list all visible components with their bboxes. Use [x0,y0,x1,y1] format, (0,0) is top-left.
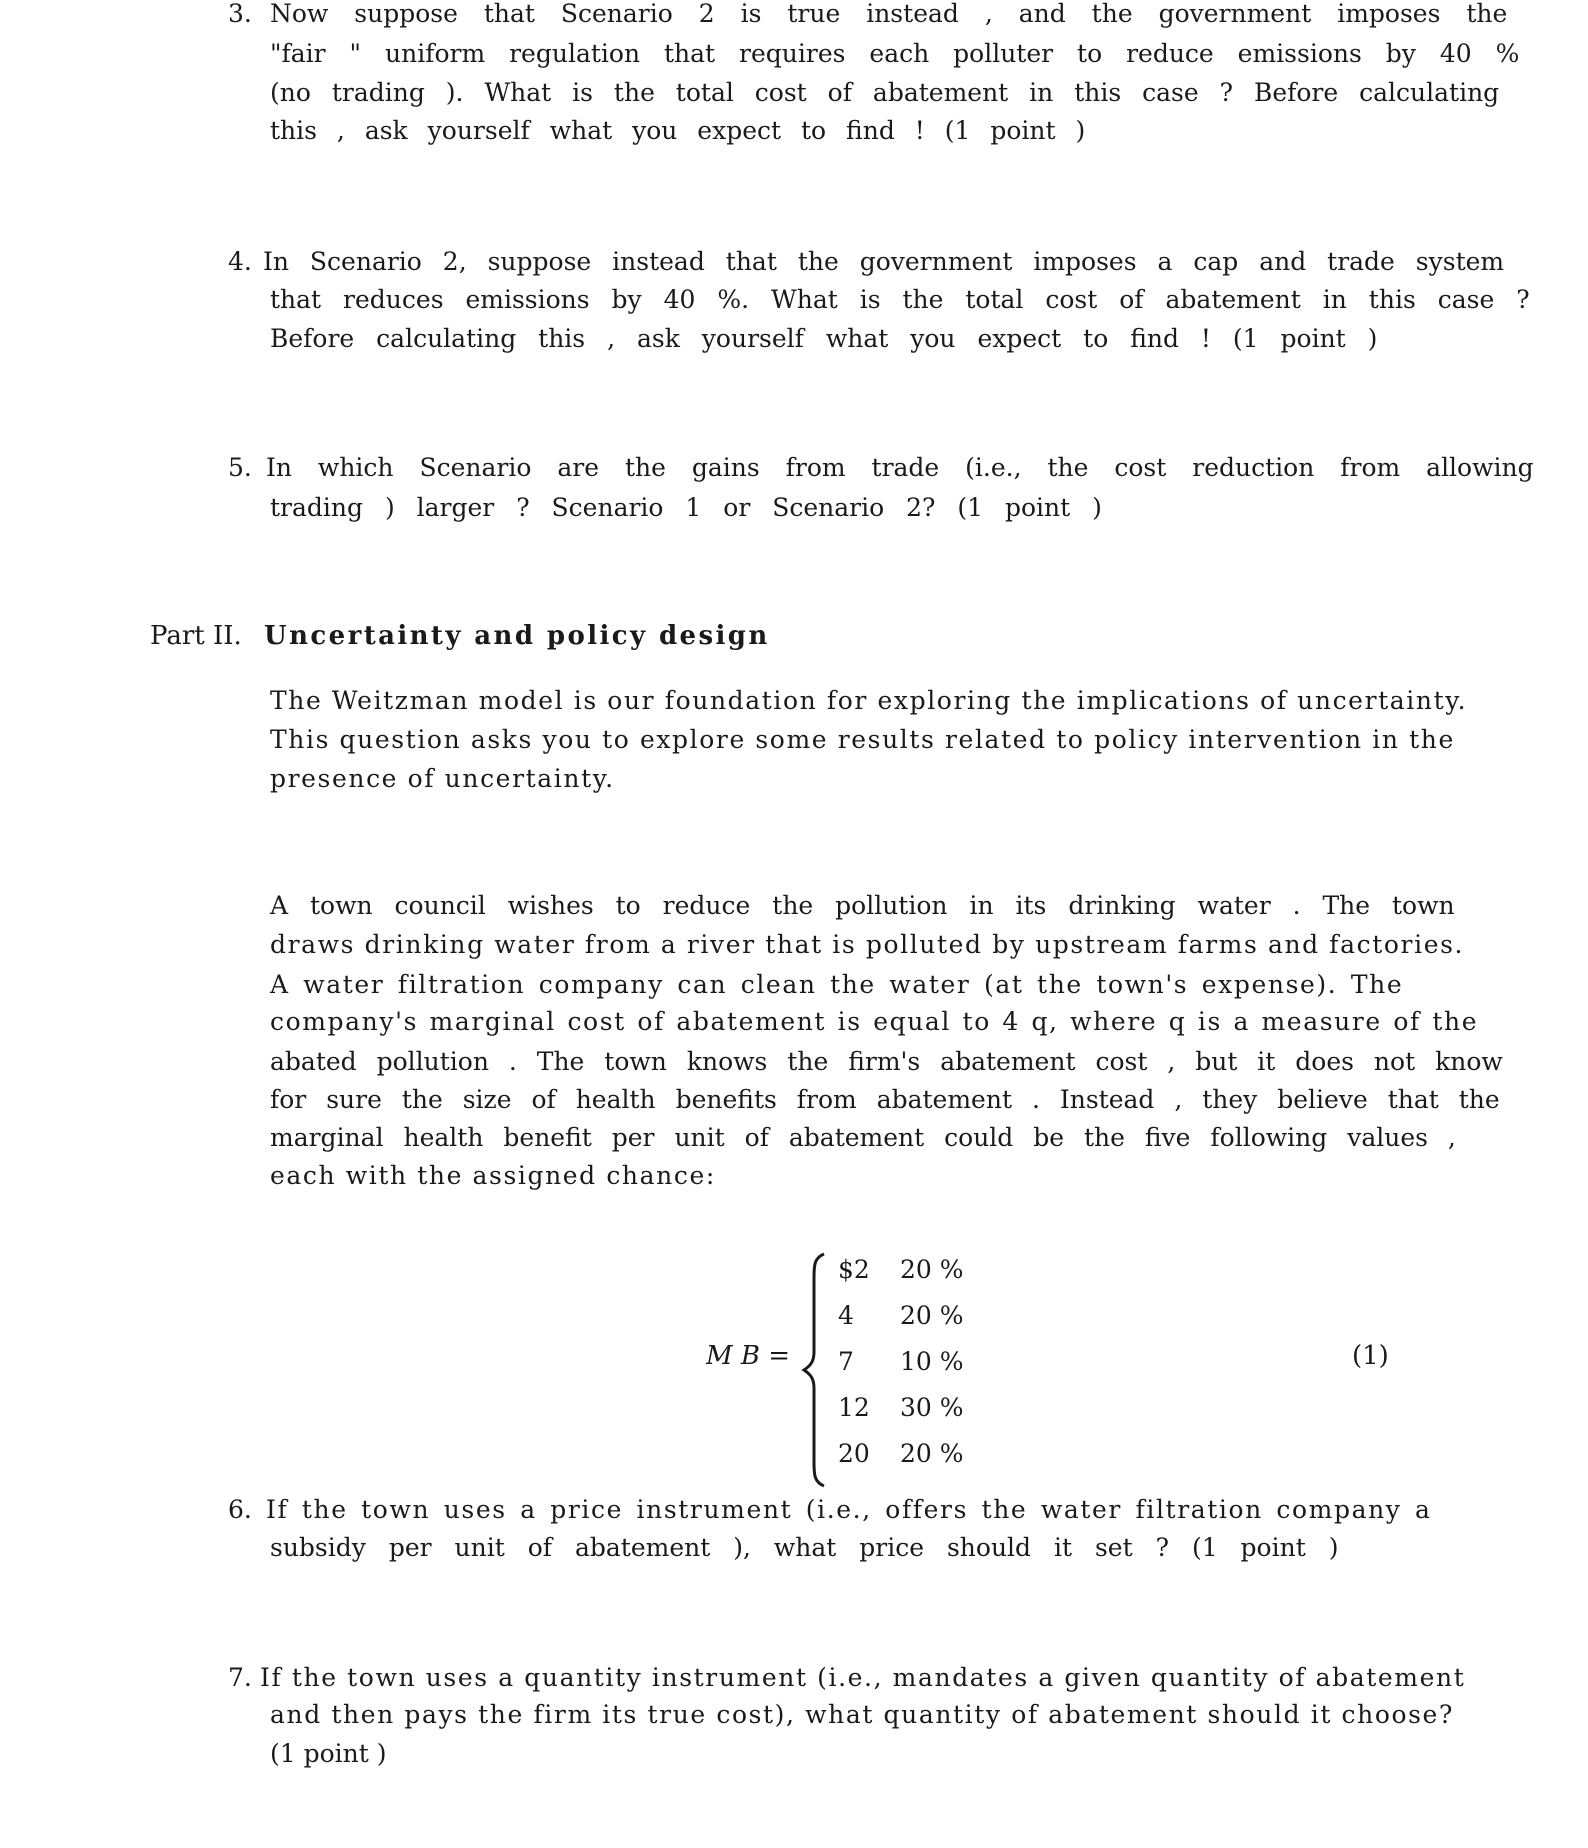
q5-number: 5. [228,453,252,482]
scenario-line-1: A town council wishes to reduce the pollution in its drinking water . The town [270,891,1455,920]
scenario-line-2: draws drinking water from a river that is polluted by upstream farms and factories. [270,930,1465,959]
q3-number: 3. [228,0,252,28]
equation-lhs: M B = [706,1341,791,1371]
scenario-line-7: marginal health benefit per unit of abatement could be the five following values , [270,1123,1456,1152]
q4-line-2: that reduces emissions by 40 %. What is the total cost of abatement in this case ? [270,285,1530,314]
part-2-heading [150,618,770,654]
q5-line-2: trading ) larger ? Scenario 1 or Scenario 2? (1 point ) [270,493,1102,522]
q6-number: 6. [228,1495,252,1524]
scenario-line-5: abated pollution . The town knows the firm's abatement cost , but it does not know [270,1047,1503,1076]
mb-value: 4 [838,1300,854,1330]
q5-line-1: In which Scenario are the gains from trade (i.e., the cost reduction from allowing [266,453,1534,482]
mb-chance: 20 % [900,1300,964,1330]
mb-chance: 20 % [900,1438,964,1468]
mb-value: 7 [838,1346,854,1376]
intro-line-3: presence of uncertainty. [270,764,615,793]
mb-value: 20 [838,1438,870,1468]
q7-line-1: If the town uses a quantity instrument (i.e., mandates a given quantity of abatement [260,1663,1466,1692]
q6-line-2: subsidy per unit of abatement ), what price should it set ? (1 point ) [270,1533,1339,1562]
scenario-line-8: each with the assigned chance: [270,1161,716,1190]
mb-row [838,1430,980,1476]
part-2-title: Uncertainty and policy design [264,621,770,651]
q7-line-3: (1 point ) [270,1739,387,1768]
mb-chance: 10 % [900,1346,964,1376]
mb-row [838,1384,980,1430]
intro-line-2: This question asks you to explore some results related to policy intervention in the [270,725,1455,754]
scenario-line-3: A water filtration company can clean the water (at the town's expense). The [270,970,1404,999]
equation-number: (1) [1352,1341,1389,1371]
mb-chance: 20 % [900,1254,964,1284]
mb-row [838,1292,980,1338]
q3-line-2: "fair " uniform regulation that requires each polluter to reduce emissions by 40 % [270,39,1520,68]
left-brace-icon [800,1252,840,1488]
mb-row [838,1246,980,1292]
part-2-label: Part II. [150,621,242,651]
q6-line-1: If the town uses a price instrument (i.e., offers the water filtration company a [266,1495,1432,1524]
scenario-line-6: for sure the size of health benefits from abatement . Instead , they believe that the [270,1085,1500,1114]
q3-line-1: Now suppose that Scenario 2 is true instead , and the government imposes the [270,0,1508,28]
q4-line-3: Before calculating this , ask yourself what you expect to find ! (1 point ) [270,324,1378,353]
q7-line-2: and then pays the firm its true cost), what quantity of abatement should it choose? [270,1700,1454,1729]
mb-row [838,1338,980,1384]
intro-line-1: The Weitzman model is our foundation for exploring the implications of uncertainty. [270,686,1468,715]
q7-number: 7. [228,1663,252,1692]
mb-value: $2 [838,1254,870,1284]
q3-line-4: this , ask yourself what you expect to find ! (1 point ) [270,116,1086,145]
mb-values-table [838,1246,980,1476]
q4-number: 4. [228,247,252,276]
mb-value: 12 [838,1392,870,1422]
q4-line-1: In Scenario 2, suppose instead that the government imposes a cap and trade system [263,247,1505,276]
q3-line-3: (no trading ). What is the total cost of abatement in this case ? Before calculating [270,78,1500,107]
mb-chance: 30 % [900,1392,964,1422]
scenario-line-4: company's marginal cost of abatement is equal to 4 q, where q is a measure of the [270,1007,1479,1036]
